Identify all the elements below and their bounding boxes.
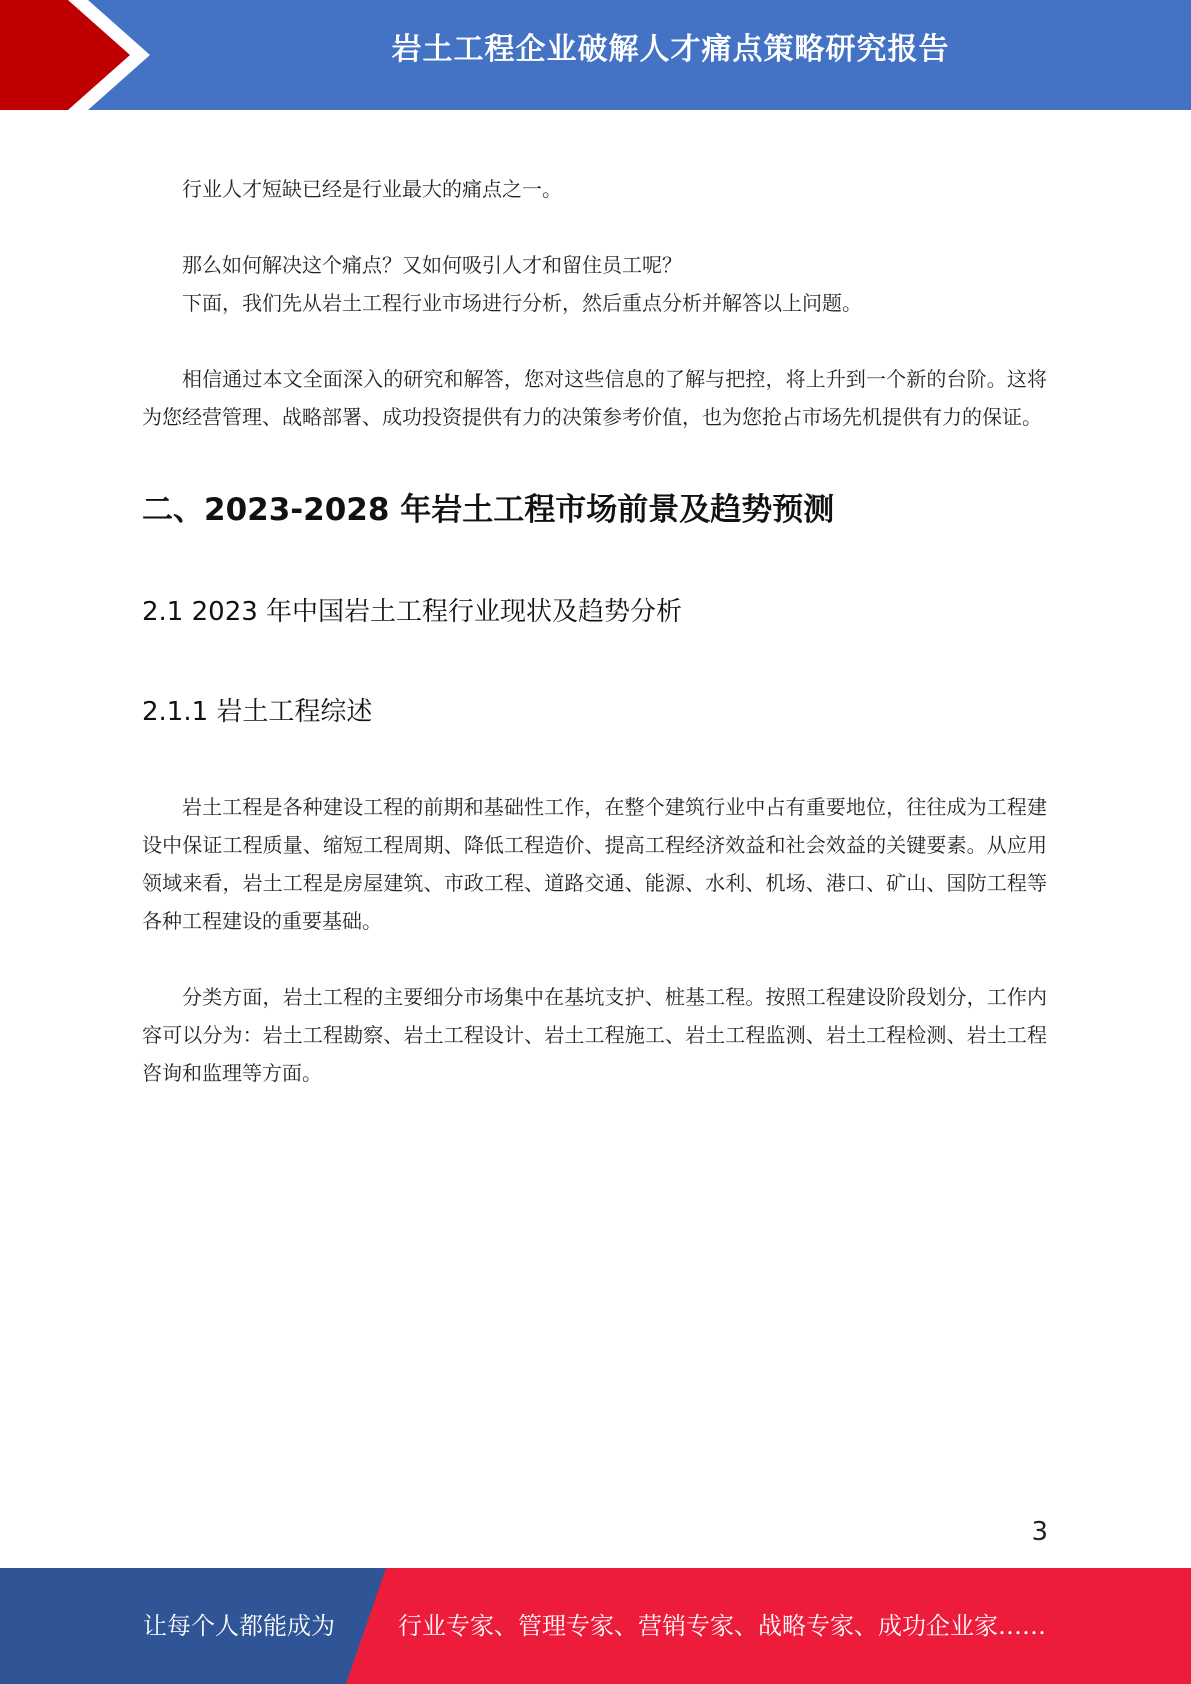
main-content bbox=[142, 170, 1047, 1092]
body-paragraph-1: 岩土工程是各种建设工程的前期和基础性工作，在整个建筑行业中占有重要地位，往往成为工程建设中保证工程质量、缩短工程周期、降低工程造价、提高工程经济效益和社会效益的关键要素。从应用领域来看，岩土工程是房屋建筑、市政工程、道路交通、能源、水利、机场、港口、矿山、国防工程等各种工程建设的重要基础。 bbox=[142, 795, 1047, 933]
intro-paragraph-2b: 下面，我们先从岩土工程行业市场进行分析，然后重点分析并解答以上问题。 bbox=[182, 291, 862, 315]
footer-slogan-right: 行业专家、管理专家、营销专家、战略专家、成功企业家…… bbox=[398, 1612, 1046, 1640]
page-footer bbox=[0, 1568, 1191, 1684]
page-number: 3 bbox=[1031, 1517, 1048, 1547]
page-header bbox=[0, 0, 1191, 110]
subsubsection-heading: 2.1.1 岩土工程综述 bbox=[142, 697, 373, 727]
subsection-heading: 2.1 2023 年中国岩土工程行业现状及趋势分析 bbox=[142, 597, 683, 627]
intro-paragraph-1: 行业人才短缺已经是行业最大的痛点之一。 bbox=[182, 177, 562, 201]
intro-paragraph-2a: 那么如何解决这个痛点？又如何吸引人才和留住员工呢？ bbox=[182, 253, 682, 277]
intro-paragraph-3: 相信通过本文全面深入的研究和解答，您对这些信息的了解与把控，将上升到一个新的台阶。这将为您经营管理、战略部署、成功投资提供有力的决策参考价值，也为您抢占市场先机提供有力的保证。 bbox=[142, 367, 1047, 429]
report-title: 岩土工程企业破解人才痛点策略研究报告 bbox=[391, 32, 950, 67]
section-heading: 二、2023-2028 年岩土工程市场前景及趋势预测 bbox=[142, 492, 835, 528]
body-paragraph-2: 分类方面，岩土工程的主要细分市场集中在基坑支护、桩基工程。按照工程建设阶段划分，工作内容可以分为：岩土工程勘察、岩土工程设计、岩土工程施工、岩土工程监测、岩土工程检测、岩土工程咨询和监理等方面。 bbox=[142, 985, 1047, 1085]
footer-slogan-left: 让每个人都能成为 bbox=[143, 1612, 335, 1640]
